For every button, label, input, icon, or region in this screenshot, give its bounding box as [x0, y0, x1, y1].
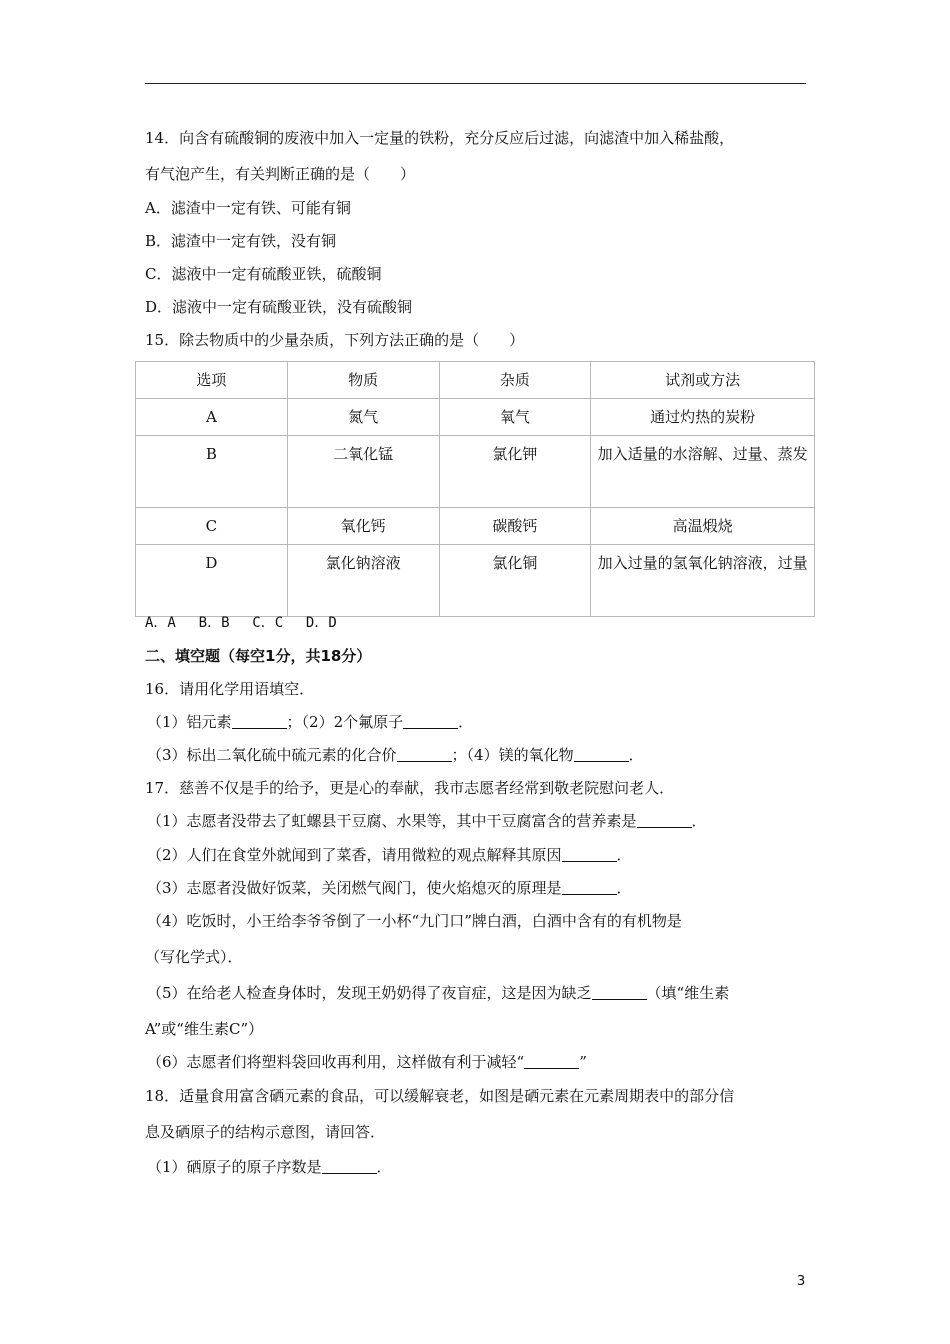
q17-part-3-text: （3）志愿者没做好饭菜，关闭燃气阀门，使火焰熄灭的原理是 [147, 879, 562, 897]
q18-part-1-text: （1）硒原子的原子序数是 [147, 1158, 322, 1176]
q15-answer-a: A．A [145, 615, 176, 631]
page-number: 3 [797, 1274, 806, 1289]
q16-line-2-end: ． [628, 746, 644, 764]
q16-line-1-end: ． [458, 713, 474, 731]
q17-part-1-text: （1）志愿者没带去了虹螺县干豆腐、水果等，其中干豆腐富含的营养素是 [147, 812, 637, 830]
table-cell: C [136, 508, 288, 545]
q15-answer-c: C．C [252, 615, 284, 631]
q16-line-2 [147, 745, 644, 765]
table-cell: 氮气 [287, 399, 439, 436]
table-cell: B [136, 436, 288, 508]
q16-part-3-label: （3）标出二氧化硫中硫元素的化合价 [147, 746, 397, 764]
answer-blank[interactable] [562, 847, 617, 862]
q14-option-d: D．滤液中一定有硫酸亚铁，没有硫酸铜 [145, 298, 413, 316]
answer-blank[interactable] [592, 985, 647, 1000]
table-cell: 氯化铜 [439, 545, 591, 617]
answer-blank[interactable] [524, 1054, 579, 1069]
q17-part-2-end: ． [616, 846, 632, 864]
answer-blank[interactable] [403, 714, 458, 729]
q16-line-1 [147, 712, 473, 732]
table-cell: 高温煅烧 [591, 508, 815, 545]
answer-blank[interactable] [232, 714, 287, 729]
table-cell: 氯化钠溶液 [287, 545, 439, 617]
answer-blank[interactable] [562, 880, 617, 895]
q17-part-3 [147, 878, 632, 898]
q14-option-c: C．滤液中一定有硫酸亚铁，硫酸铜 [145, 265, 382, 283]
table-cell: 碳酸钙 [439, 508, 591, 545]
q14-option-b: B．滤渣中一定有铁，没有铜 [145, 232, 337, 250]
table-cell: 加入适量的水溶解、过量、蒸发 [591, 436, 815, 508]
answer-blank[interactable] [397, 747, 452, 762]
table-row [136, 508, 815, 545]
table-cell: 通过灼热的炭粉 [591, 399, 815, 436]
table-cell: 二氧化锰 [287, 436, 439, 508]
q15-answer-b: B．B [198, 615, 230, 631]
table-row [136, 436, 815, 508]
table-header-row [136, 362, 815, 399]
q14-option-a: A．滤渣中一定有铁、可能有铜 [145, 199, 351, 217]
table-header-cell: 物质 [287, 362, 439, 399]
q17-part-1-end: ． [691, 812, 707, 830]
q15-answer-choices [145, 612, 355, 633]
q18-stem-line-1: 18．适量食用富含硒元素的食品，可以缓解衰老，如图是硒元素在元素周期表中的部分信 [145, 1087, 735, 1105]
table-cell: 氯化钾 [439, 436, 591, 508]
q17-part-5-text: （5）在给老人检查身体时，发现王奶奶得了夜盲症，这是因为缺乏 [147, 984, 592, 1002]
q16-part-2-label: ；（2）2个氟原子 [286, 713, 404, 731]
q15-stem: 15．除去物质中的少量杂质，下列方法正确的是（ ） [145, 331, 525, 349]
q14-stem-line-2: 有气泡产生，有关判断正确的是（ ） [145, 165, 416, 183]
q18-part-1 [147, 1157, 392, 1177]
table-cell: 氧气 [439, 399, 591, 436]
q17-part-5-hint: （填“维生素 [646, 984, 730, 1002]
q14-stem-line-1: 14．向含有硫酸铜的废液中加入一定量的铁粉，充分反应后过滤，向滤渣中加入稀盐酸， [145, 129, 735, 147]
table-row [136, 399, 815, 436]
answer-blank[interactable] [637, 813, 692, 828]
q16-part-4-label: ；（4）镁的氧化物 [451, 746, 574, 764]
q16-stem: 16．请用化学用语填空． [145, 680, 315, 698]
q16-part-1-label: （1）铝元素 [147, 713, 232, 731]
table-header-cell: 选项 [136, 362, 288, 399]
q17-part-5-line-2: A”或“维生素C”） [145, 1020, 264, 1038]
q17-part-4-line-1: （4）吃饭时，小王给李爷爷倒了一小杯“九门口”牌白酒，白酒中含有的有机物是 [147, 912, 682, 930]
q17-part-6-end: ” [579, 1053, 587, 1071]
section-heading: 二、填空题（每空1分，共18分） [145, 647, 372, 665]
table-cell: 氧化钙 [287, 508, 439, 545]
q17-part-5-line-1 [147, 983, 729, 1003]
q15-answer-d: D．D [305, 615, 337, 631]
table-header-cell: 试剂或方法 [591, 362, 815, 399]
q18-stem-line-2: 息及硒原子的结构示意图，请回答． [145, 1123, 386, 1141]
table-cell: A [136, 399, 288, 436]
q18-part-1-end: ． [376, 1158, 392, 1176]
q17-part-6-text: （6）志愿者们将塑料袋回收再利用，这样做有利于减轻“ [147, 1053, 525, 1071]
answer-blank[interactable] [574, 747, 629, 762]
q17-part-2-text: （2）人们在食堂外就闻到了菜香，请用微粒的观点解释其原因 [147, 846, 562, 864]
table-cell: 加入过量的氢氧化钠溶液，过量 [591, 545, 815, 617]
table-header-cell: 杂质 [439, 362, 591, 399]
q15-options-table [135, 361, 815, 617]
q17-part-4-line-2: （写化学式）． [145, 948, 243, 966]
answer-blank[interactable] [322, 1159, 377, 1174]
table-cell: D [136, 545, 288, 617]
q17-part-3-end: ． [616, 879, 632, 897]
table-row [136, 545, 815, 617]
q17-part-2 [147, 845, 632, 865]
header-rule [145, 83, 806, 84]
q17-part-6 [147, 1052, 587, 1072]
q17-stem: 17．慈善不仅是手的给予，更是心的奉献，我市志愿者经常到敬老院慰问老人． [145, 779, 675, 797]
q17-part-1 [147, 811, 707, 831]
